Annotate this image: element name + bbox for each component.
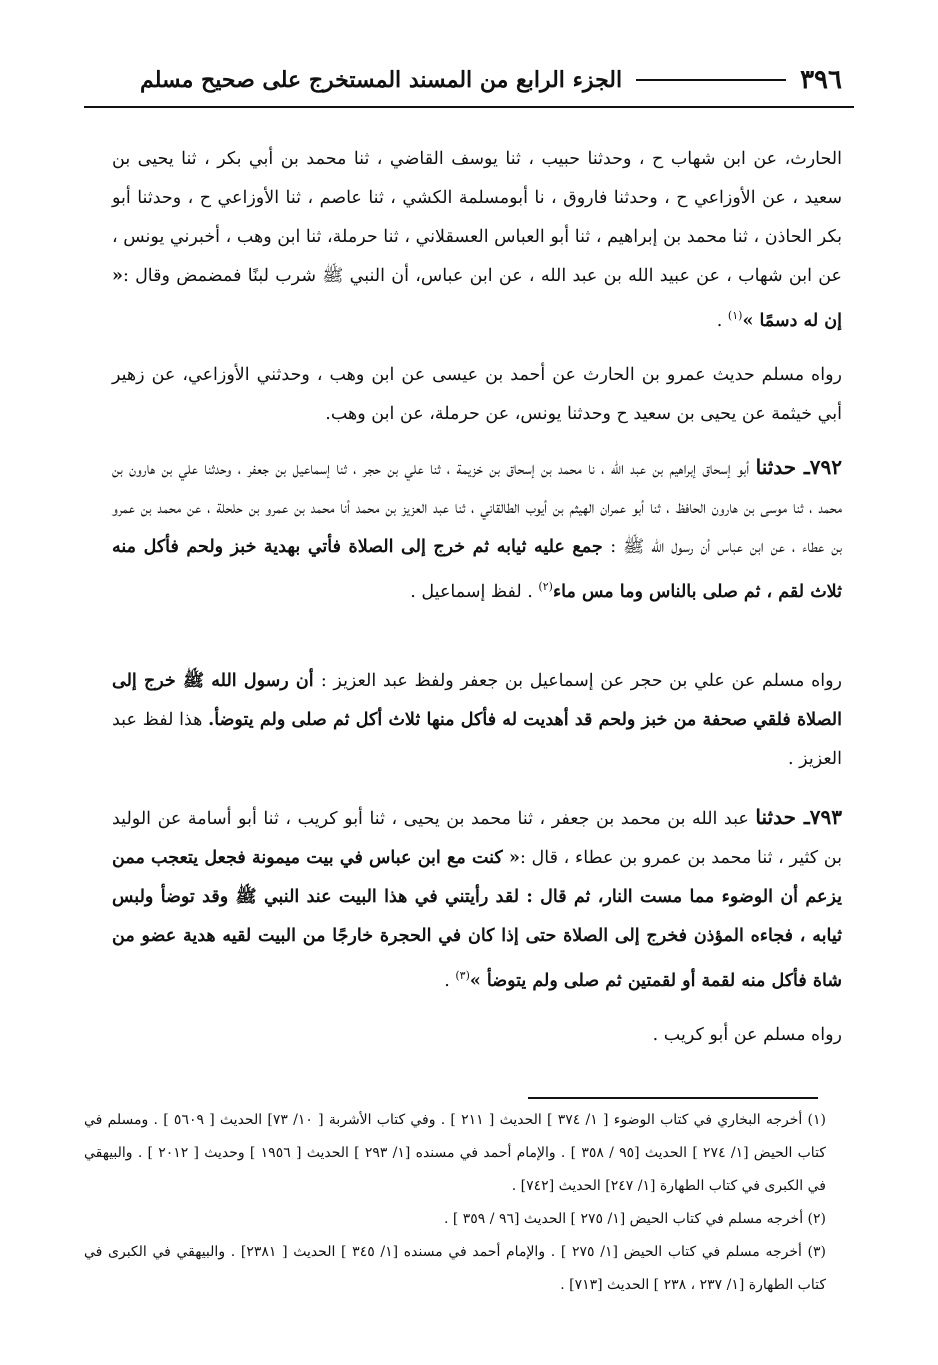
paragraph-riwaya-1 (112, 356, 842, 434)
paragraph-riwaya-3 (112, 1016, 842, 1055)
footnote-3: (٣) أخرجه مسلم في كتاب الحيض [١/ ٢٧٥ ] . والإمام أحمد في مسنده [١/ ٣٤٥ ] الحديث [ ٢٣٨١] . والبيهقي في الكبرى في كتاب الطهارة [١/ ٢٣٧ ، ٢٣٨ ] الحديث [٧١٣] . (84, 1244, 827, 1293)
riwaya-text: رواه مسلم حديث عمرو بن الحارث عن أحمد بن عيسى عن ابن وهب ، وحدثني الأوزاعي، عن زهير أبي خيثمة عن يحيى بن سعيد ح وحدثنا يونس، عن حرملة، عن ابن وهب. (112, 365, 842, 424)
paragraph-end: . (716, 310, 728, 331)
header-dash-rule (636, 79, 786, 81)
hadith-quote: أن رسول الله ﷺ خرج إلى الصلاة فلقي صحفة من خبز ولحم قد أهديت له فأكل منها ثلاث أكل ثم صلى ولم يتوضأ. (112, 671, 842, 730)
page-header (88, 58, 842, 102)
running-title: الجزء الرابع من المسند المستخرج على صحيح مسلم (140, 67, 623, 93)
paragraph-end: هذا لفظ عبد العزيز . (112, 710, 842, 769)
isnad-text: الحارث، عن ابن شهاب ح ، وحدثنا حبيب ، ثنا يوسف القاضي ، ثنا محمد بن أبي بكر ، ثنا يحيى بن سعيد ، عن الأوزاعي ح ، وحدثنا فاروق ، نا أبومسلمة الكشي ، ثنا عاصم ، ثنا الأوزاعي ح ، وحدثنا أبو بكر الحاذن ، ثنا محمد بن إبراهيم ، ثنا أبو العباس العسقلاني ، ثنا حرملة، ثنا ابن وهب ، أخبرني يونس ، عن ابن شهاب ، عن عبيد الله بن عبد الله ، عن ابن عباس، أن النبي ﷺ شرب لبنًا فمضمض وقال : (112, 149, 842, 286)
hadith-793 (112, 798, 842, 1001)
footnotes (84, 1104, 826, 1302)
isnad-text: عبد الله بن محمد بن جعفر ، ثنا محمد بن يحيى ، ثنا أبو كريب ، ثنا أبو أسامة عن الوليد بن كثير ، ثنا محمد بن عمرو بن عطاء ، قال : (112, 809, 842, 868)
footnote-ref-2: (٢) (538, 580, 553, 593)
footnote-1: (١) أخرجه البخاري في كتاب الوضوء [ ١/ ٣٧٤ ] الحديث [ ٢١١ ] . وفي كتاب الأشربة [ ١٠/ ٧٣] الحديث [ ٥٦٠٩ ] . ومسلم في كتاب الحيض [١/ ٢٧٤ ] الحديث [٩٥ / ٣٥٨ ] . والإمام أحمد في مسنده [١/ ٢٩٣ ] الحديث [ ١٩٥٦ ] وحديث [ ٢٠١٢ ] . والبيهقي في الكبرى في كتاب الطهارة [١/ ٢٤٧] الحديث [٧٤٢] . (84, 1112, 827, 1194)
header-underline (84, 106, 854, 108)
paragraph-isnad-1 (112, 140, 842, 341)
paragraph-end: . لفظ إسماعيل . (410, 581, 539, 602)
paragraph-riwaya-2 (112, 662, 842, 779)
hadith-quote: « إن له دسمًا » (112, 266, 842, 331)
footnote-ref-1: (١) (727, 309, 743, 322)
hadith-number: ٧٩٢ (809, 455, 842, 479)
hadith-number: ٧٩٣ (809, 805, 842, 829)
hadith-792 (112, 448, 842, 612)
riwaya-text: رواه مسلم عن علي بن حجر عن إسماعيل بن جعفر ولفظ عبد العزيز : (320, 671, 842, 691)
footnote-separator (528, 1097, 818, 1099)
footnote-2: (٢) أخرجه مسلم في كتاب الحيض [١/ ٢٧٥ ] الحديث [٩٦ / ٣٥٩ ] . (443, 1211, 826, 1227)
riwaya-text: رواه مسلم عن أبو كريب . (652, 1025, 842, 1045)
haddathana-label: ـ حدثنا (755, 455, 810, 479)
haddathana-label: ـ حدثنا (755, 805, 810, 829)
hadith-quote: « كنت مع ابن عباس في بيت ميمونة فجعل يتعجب ممن يزعم أن الوضوء مما مست النار، ثم قال : لقد رأيتني في هذا البيت عند النبي ﷺ وقد توضأ ولبس ثيابه ، فجاءه المؤذن فخرج إلى الصلاة حتى إذا كان في الحجرة خارجًا من البيت لقيه هدية عضو من شاة فأكل منه لقمة أو لقمتين ثم صلى ولم يتوضأ » (112, 848, 842, 991)
paragraph-end: . (444, 970, 456, 991)
page-number: ٣٩٦ (800, 65, 842, 95)
hadith-quote: جمع عليه ثيابه ثم خرج إلى الصلاة فأتي بهدية خبز ولحم فأكل منه ثلاث لقم ، ثم صلى بالناس وما مس ماء (112, 537, 842, 602)
isnad-text: أبو إسحاق إبراهيم بن عبد الله ، نا محمد بن إسحاق بن خزيمة ، ثنا علي بن حجر ، ثنا إسماعيل بن جعفر ، وحدثنا علي بن هارون بن محمد ، ثنا موسى بن هارون الحافظ ، ثنا أبو عمران الهيثم بن أيوب الطالقاني ، ثنا عبد العزيز بن محمد أنا محمد بن عمرو بن حلحلة ، عن محمد بن عمرو بن عطاء ، عن ابن عباس أن رسول الله ﷺ : (112, 459, 842, 557)
footnote-ref-3: (٣) (455, 969, 470, 982)
